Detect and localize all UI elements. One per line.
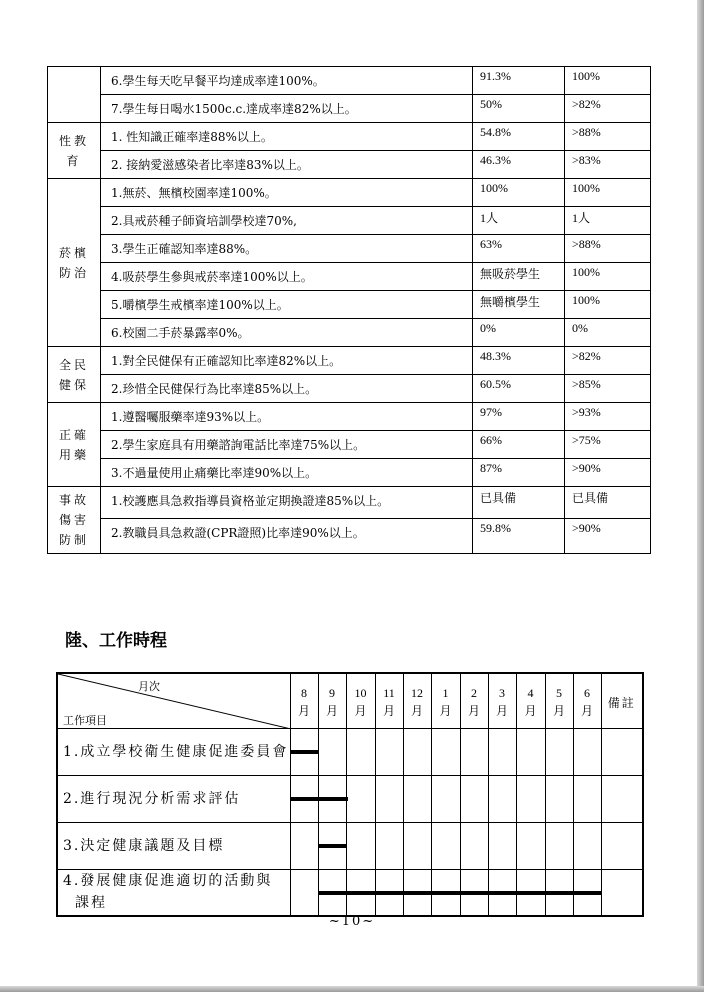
schedule-cell <box>488 728 516 775</box>
page-number: ~10~ <box>328 914 376 929</box>
month-number: 10 <box>354 686 367 700</box>
timeline-bar <box>291 750 319 754</box>
goal-target: 100% <box>565 263 651 291</box>
month-header <box>290 673 318 728</box>
category-cell-injury <box>48 487 101 554</box>
category-label: 性教 <box>58 133 89 148</box>
category-cell-medication <box>48 403 101 487</box>
goal-target: >88% <box>565 235 651 263</box>
month-unit: 月 <box>524 704 537 718</box>
category-label: 育 <box>66 153 82 168</box>
goal-item: 7.學生每日喝水1500c.c.達成率達82%以上。 <box>101 95 473 123</box>
goal-current: 100% <box>473 179 565 207</box>
goal-item: 2.珍惜全民健保行為比率達85%以上。 <box>101 375 473 403</box>
month-unit: 月 <box>439 704 452 718</box>
goal-target: >88% <box>565 123 651 151</box>
schedule-cell <box>545 775 573 822</box>
schedule-cell <box>431 822 460 869</box>
goal-item: 1. 性知識正確率達88%以上。 <box>101 123 473 151</box>
schedule-cell <box>318 822 346 869</box>
goal-item: 2. 接納愛滋感染者比率達83%以上。 <box>101 151 473 179</box>
schedule-cell <box>460 728 488 775</box>
month-unit: 月 <box>580 704 593 718</box>
category-cell-nhi <box>48 347 101 403</box>
remark-cell <box>601 869 643 916</box>
goal-current: 無吸菸學生 <box>473 263 565 291</box>
goal-item: 6.學生每天吃早餐平均達成率達100%。 <box>101 67 473 95</box>
task-label <box>57 869 290 916</box>
goal-item: 2.學生家庭具有用藥諮詢電話比率達75%以上。 <box>101 431 473 459</box>
goal-current: 1人 <box>473 207 565 235</box>
goal-target: >82% <box>565 95 651 123</box>
month-header <box>488 673 516 728</box>
goal-item: 3.學生正確認知率達88%。 <box>101 235 473 263</box>
goal-current: 87% <box>473 459 565 487</box>
goal-item: 1.校護應具急救指導員資格並定期換證達85%以上。 <box>101 487 473 519</box>
page-edge-shadow <box>697 0 704 992</box>
section-title: 陸、工作時程 <box>65 631 167 651</box>
goal-current: 54.8% <box>473 123 565 151</box>
month-number: 12 <box>411 686 423 700</box>
goal-target: 100% <box>565 291 651 319</box>
goal-current: 66% <box>473 431 565 459</box>
goal-item: 6.校園二手菸暴露率0%。 <box>101 319 473 347</box>
schedule-cell <box>545 728 573 775</box>
category-label: 用藥 <box>58 447 89 462</box>
category-cell-nutrition <box>48 67 101 123</box>
category-label: 防治 <box>58 265 89 280</box>
month-header <box>545 673 573 728</box>
month-number: 6 <box>584 686 590 700</box>
schedule-cell <box>290 869 318 916</box>
month-header <box>375 673 403 728</box>
goal-target: >93% <box>565 403 651 431</box>
month-unit: 月 <box>467 704 480 718</box>
category-cell-sex-education <box>48 123 101 179</box>
month-unit: 月 <box>297 704 310 718</box>
schedule-cell <box>290 728 318 775</box>
month-header <box>573 673 601 728</box>
schedule-cell <box>516 775 545 822</box>
schedule-cell <box>460 822 488 869</box>
schedule-cell <box>375 728 403 775</box>
schedule-cell <box>290 775 318 822</box>
schedule-cell <box>375 775 403 822</box>
goal-target: >83% <box>565 151 651 179</box>
month-header <box>318 673 346 728</box>
goal-current: 46.3% <box>473 151 565 179</box>
month-number: 2 <box>471 686 477 700</box>
month-unit: 月 <box>495 704 508 718</box>
goal-item: 1.遵醫囑服藥率達93%以上。 <box>101 403 473 431</box>
category-label: 菸檳 <box>58 245 89 260</box>
remark-header: 備註 <box>601 673 643 728</box>
schedule-cell <box>290 822 318 869</box>
page-edge-shadow-bottom <box>0 986 704 992</box>
timeline-bar <box>291 797 348 801</box>
goal-target: 已具備 <box>565 487 651 519</box>
schedule-cell <box>375 822 403 869</box>
task-label-line: 4.發展健康促進適切的活動與 <box>63 873 273 890</box>
schedule-cell <box>346 728 375 775</box>
remark-cell <box>601 822 643 869</box>
month-header <box>403 673 431 728</box>
goal-item: 4.吸菸學生參與戒菸率達100%以上。 <box>101 263 473 291</box>
schedule-cell <box>403 728 431 775</box>
goal-target: >85% <box>565 375 651 403</box>
month-unit: 月 <box>552 704 565 718</box>
goal-target: 1人 <box>565 207 651 235</box>
category-cell-tobacco <box>48 179 101 347</box>
timeline-bar <box>319 844 347 848</box>
month-header <box>431 673 460 728</box>
task-label: 1.成立學校衛生健康促進委員會 <box>57 728 290 775</box>
schedule-cell <box>488 822 516 869</box>
task-label-line: 課程 <box>75 895 107 912</box>
goal-target: >90% <box>565 519 651 554</box>
task-label: 3.決定健康議題及目標 <box>57 822 290 869</box>
goal-target: 100% <box>565 67 651 95</box>
goal-current: 0% <box>473 319 565 347</box>
schedule-corner-header <box>57 673 290 728</box>
goals-table <box>47 66 651 554</box>
goal-current: 無嚼檳學生 <box>473 291 565 319</box>
timeline-bar <box>319 891 602 895</box>
goal-current: 50% <box>473 95 565 123</box>
schedule-table <box>56 672 644 917</box>
month-header <box>516 673 545 728</box>
schedule-cell <box>488 775 516 822</box>
remark-cell <box>601 728 643 775</box>
corner-item-label: 工作項目 <box>63 714 107 727</box>
schedule-cell <box>403 822 431 869</box>
category-label: 傷害 <box>58 513 89 527</box>
schedule-cell <box>318 869 346 916</box>
schedule-cell <box>573 822 601 869</box>
goal-target: 100% <box>565 179 651 207</box>
goal-current: 59.8% <box>473 519 565 554</box>
goal-item: 1.對全民健保有正確認知比率達82%以上。 <box>101 347 473 375</box>
goal-current: 97% <box>473 403 565 431</box>
goal-item: 5.嚼檳學生戒檳率達100%以上。 <box>101 291 473 319</box>
schedule-cell <box>460 775 488 822</box>
schedule-cell <box>516 822 545 869</box>
schedule-cell <box>545 822 573 869</box>
schedule-cell <box>573 728 601 775</box>
goal-current: 63% <box>473 235 565 263</box>
month-unit: 月 <box>354 704 367 718</box>
goal-item: 2.教職員具急救證(CPR證照)比率達90%以上。 <box>101 519 473 554</box>
month-number: 4 <box>527 686 534 700</box>
schedule-cell <box>431 728 460 775</box>
remark-cell <box>601 775 643 822</box>
category-label: 健保 <box>58 377 89 392</box>
goal-current: 60.5% <box>473 375 565 403</box>
month-number: 3 <box>499 686 505 700</box>
goal-target: >82% <box>565 347 651 375</box>
goal-current: 已具備 <box>473 487 565 519</box>
month-header <box>460 673 488 728</box>
category-label: 全民 <box>58 357 89 372</box>
category-label: 防制 <box>58 533 89 547</box>
category-label: 正確 <box>58 427 89 442</box>
month-number: 11 <box>383 686 395 700</box>
schedule-cell <box>573 775 601 822</box>
month-number: 8 <box>301 686 307 700</box>
schedule-cell <box>318 728 346 775</box>
goal-current: 48.3% <box>473 347 565 375</box>
category-label: 事故 <box>58 493 89 507</box>
schedule-cell <box>346 775 375 822</box>
goal-target: 0% <box>565 319 651 347</box>
goal-current: 91.3% <box>473 67 565 95</box>
goal-item: 3.不過量使用止痛藥比率達90%以上。 <box>101 459 473 487</box>
month-number: 9 <box>329 686 335 700</box>
month-number: 1 <box>442 686 449 700</box>
goal-target: >90% <box>565 459 651 487</box>
corner-month-label: 月次 <box>138 680 160 693</box>
goal-item: 1.無菸、無檳校園率達100%。 <box>101 179 473 207</box>
schedule-cell <box>346 822 375 869</box>
month-unit: 月 <box>410 704 423 718</box>
goal-target: >75% <box>565 431 651 459</box>
schedule-cell <box>403 775 431 822</box>
month-number: 5 <box>556 686 562 700</box>
month-header <box>346 673 375 728</box>
schedule-cell <box>516 728 545 775</box>
task-label: 2.進行現況分析需求評估 <box>57 775 290 822</box>
month-unit: 月 <box>325 704 338 718</box>
schedule-cell <box>431 775 460 822</box>
month-unit: 月 <box>382 704 395 718</box>
goal-item: 2.具戒菸種子師資培訓學校達70%, <box>101 207 473 235</box>
